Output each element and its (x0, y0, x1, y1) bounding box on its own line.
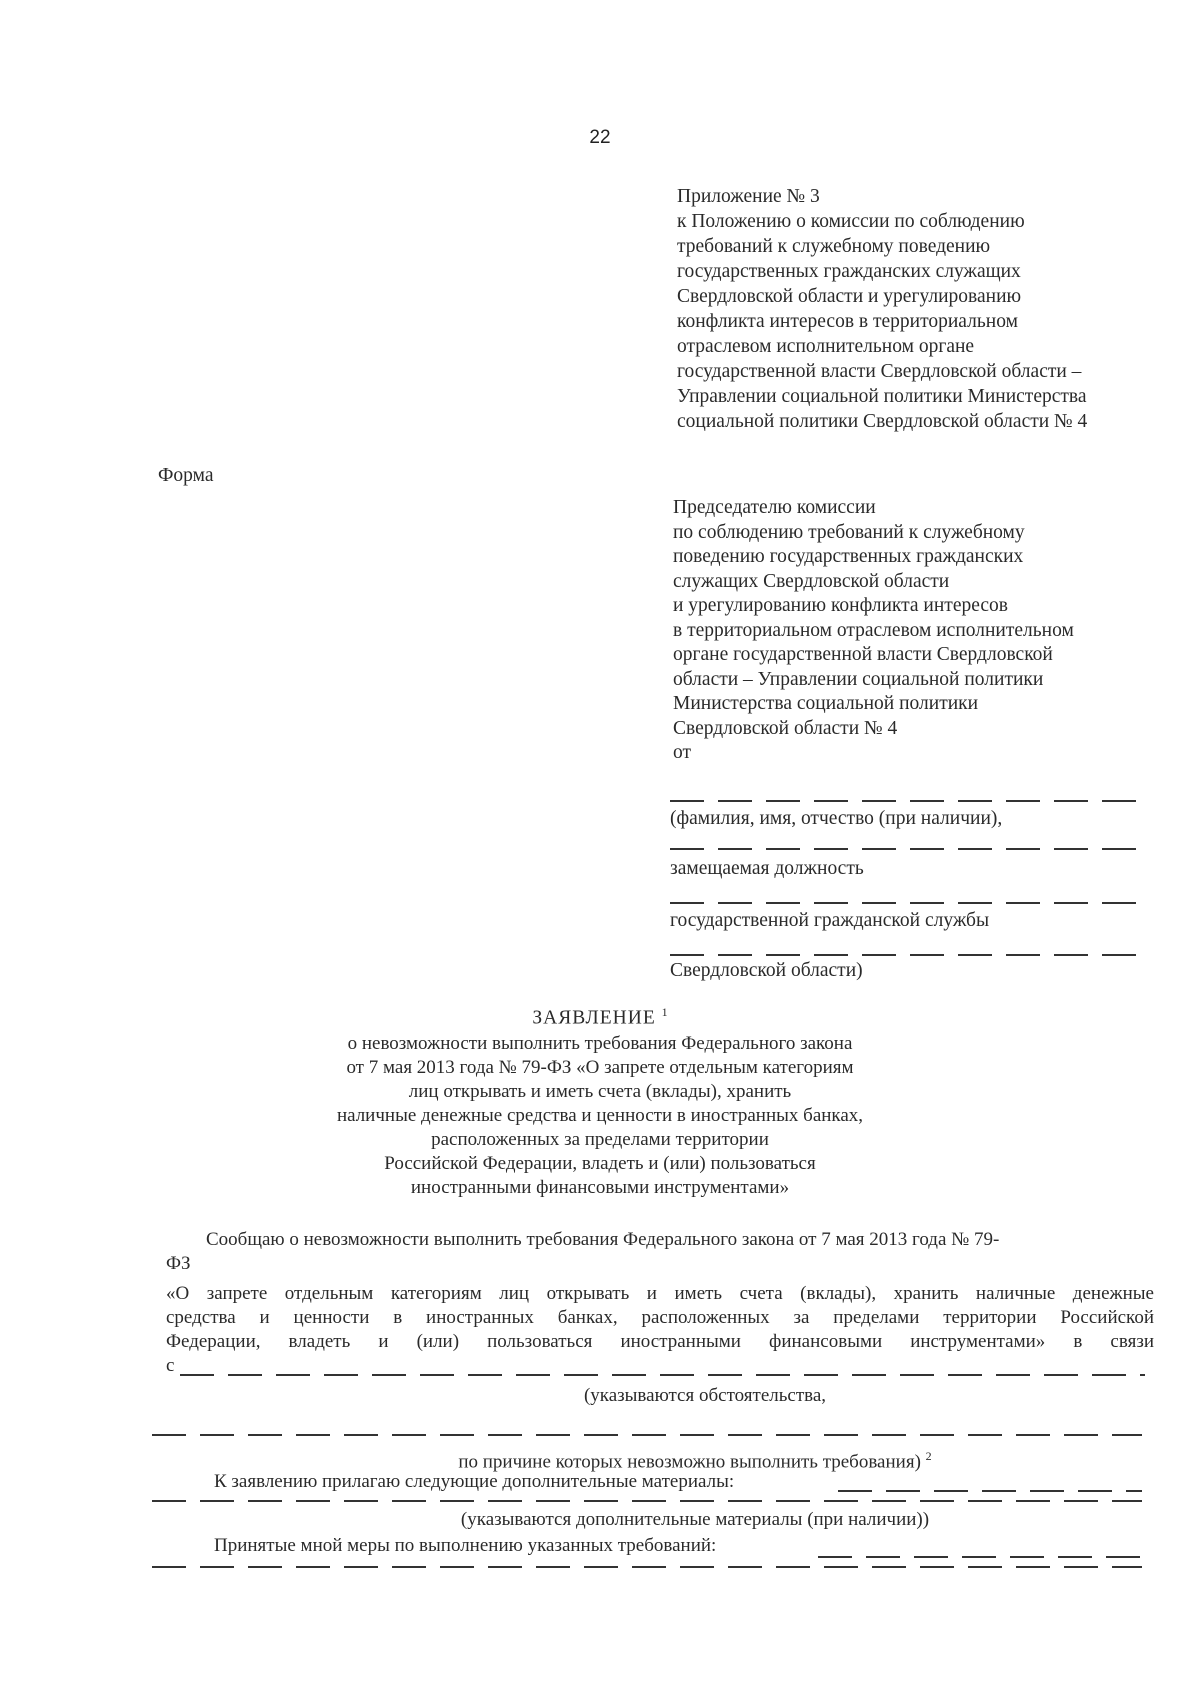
paragraph-1-line: Сообщаю о невозможности выполнить требования Федерального закона от 7 мая 2013 года № 79- (206, 1229, 1000, 1250)
measures-line (214, 1534, 1154, 1558)
appendix-line: отраслевом исполнительном органе (677, 336, 975, 357)
addressee-line: и урегулированию конфликта интересов (673, 595, 1008, 616)
addressee-line: в территориальном отраслевом исполнительном (673, 619, 1074, 641)
appendix-line: государственных гражданских служащих (677, 261, 1021, 282)
page-number: 22 (589, 127, 611, 148)
appendix-line: Приложение № 3 (677, 186, 820, 207)
paragraph-2 (166, 1282, 1154, 1354)
addressee-line: Министерства социальной политики (673, 693, 979, 714)
fill-line-region[interactable] (670, 954, 1148, 956)
hint-position: замещаемая должность (670, 858, 864, 879)
appendix-line: социальной политики Свердловской области № 4 (677, 411, 1088, 432)
addressee-line: по соблюдению требований к служебному (673, 521, 1025, 543)
appendix-line: Управлении социальной политики Министерства (677, 386, 1087, 407)
appendix-line: Свердловской области и урегулированию (677, 286, 1022, 307)
appendix-line: конфликта интересов в территориальном (677, 311, 1018, 332)
addressee-line: Свердловской области № 4 (673, 717, 898, 739)
subtitle-line: расположенных за пределами территории (431, 1129, 769, 1150)
fill-line-name[interactable] (670, 800, 1140, 802)
fill-line-circumstances-1[interactable] (180, 1374, 1145, 1376)
subtitle-line: лиц открывать и иметь счета (вклады), хранить (408, 1081, 792, 1102)
fill-line-attach-2[interactable] (152, 1500, 1142, 1502)
hint-region: Свердловской области) (670, 960, 863, 981)
addressee-line: органе государственной власти Свердловской (673, 644, 1053, 665)
subtitle-line: Российской Федерации, владеть и (или) пользоваться (384, 1153, 816, 1174)
hint-circumstances: (указываются обстоятельства, (583, 1385, 827, 1406)
paragraph-1 (166, 1228, 1154, 1276)
fill-line-service[interactable] (670, 902, 1148, 904)
fill-line-measures-2[interactable] (152, 1566, 1142, 1568)
addressee-line: поведению государственных гражданских (673, 546, 1024, 567)
subtitle-line: о невозможности выполнить требования Федерального закона (347, 1033, 853, 1054)
appendix-header (677, 184, 1177, 434)
fill-line-position[interactable] (670, 848, 1150, 850)
addressee-block (673, 496, 1173, 766)
hint-reasons-text: по причине которых невозможно выполнить требования) (458, 1451, 921, 1473)
footnote-mark: 1 (661, 1005, 668, 1019)
appendix-line: требований к служебному поведению (677, 236, 991, 257)
addressee-line: области – Управлении социальной политики (673, 668, 1044, 690)
paragraph-2-line: средства и ценности в иностранных банках, расположенных за пределами территории Российской (166, 1307, 1154, 1328)
appendix-line: государственной власти Свердловской области – (677, 361, 1082, 382)
paragraph-2-tail: с (166, 1355, 175, 1376)
hint-service: государственной гражданской службы (670, 910, 990, 931)
hint-materials: (указываются дополнительные материалы (при наличии)) (460, 1509, 930, 1530)
statement-subtitle (0, 1032, 1200, 1200)
paragraph-2-line: «О запрете отдельным категориям лиц открывать и иметь счета (вклады), хранить наличные денежные (166, 1283, 1154, 1304)
statement-title (0, 1005, 1200, 1030)
addressee-line: от (673, 742, 692, 763)
attach-label: К заявлению прилагаю следующие дополнительные материалы: (214, 1471, 735, 1492)
subtitle-line: иностранными финансовыми инструментами» (410, 1177, 790, 1198)
paragraph-2-line: Федерации, владеть и (или) пользоваться иностранными финансовыми инструментами» в связи (166, 1331, 1154, 1352)
form-label: Форма (158, 465, 214, 486)
statement-title-text: ЗАЯВЛЕНИЕ (532, 1007, 656, 1029)
hint-name: (фамилия, имя, отчество (при наличии), (670, 808, 1003, 829)
subtitle-line: от 7 мая 2013 года № 79-ФЗ «О запрете отдельным категориям (346, 1057, 854, 1078)
footnote-mark-2: 2 (925, 1449, 932, 1463)
subtitle-line: наличные денежные средства и ценности в иностранных банках, (336, 1105, 864, 1126)
fill-line-circumstances-2[interactable] (152, 1434, 1142, 1436)
paragraph-1-line: ФЗ (166, 1253, 191, 1274)
fill-line-attach-inline[interactable] (838, 1490, 1142, 1492)
fill-line-measures-inline[interactable] (818, 1556, 1142, 1558)
measures-label: Принятые мной меры по выполнению указанных требований: (214, 1535, 717, 1556)
addressee-line: Председателю комиссии (673, 497, 876, 518)
appendix-line: к Положению о комиссии по соблюдению (677, 211, 1025, 232)
addressee-line: служащих Свердловской области (673, 570, 950, 592)
